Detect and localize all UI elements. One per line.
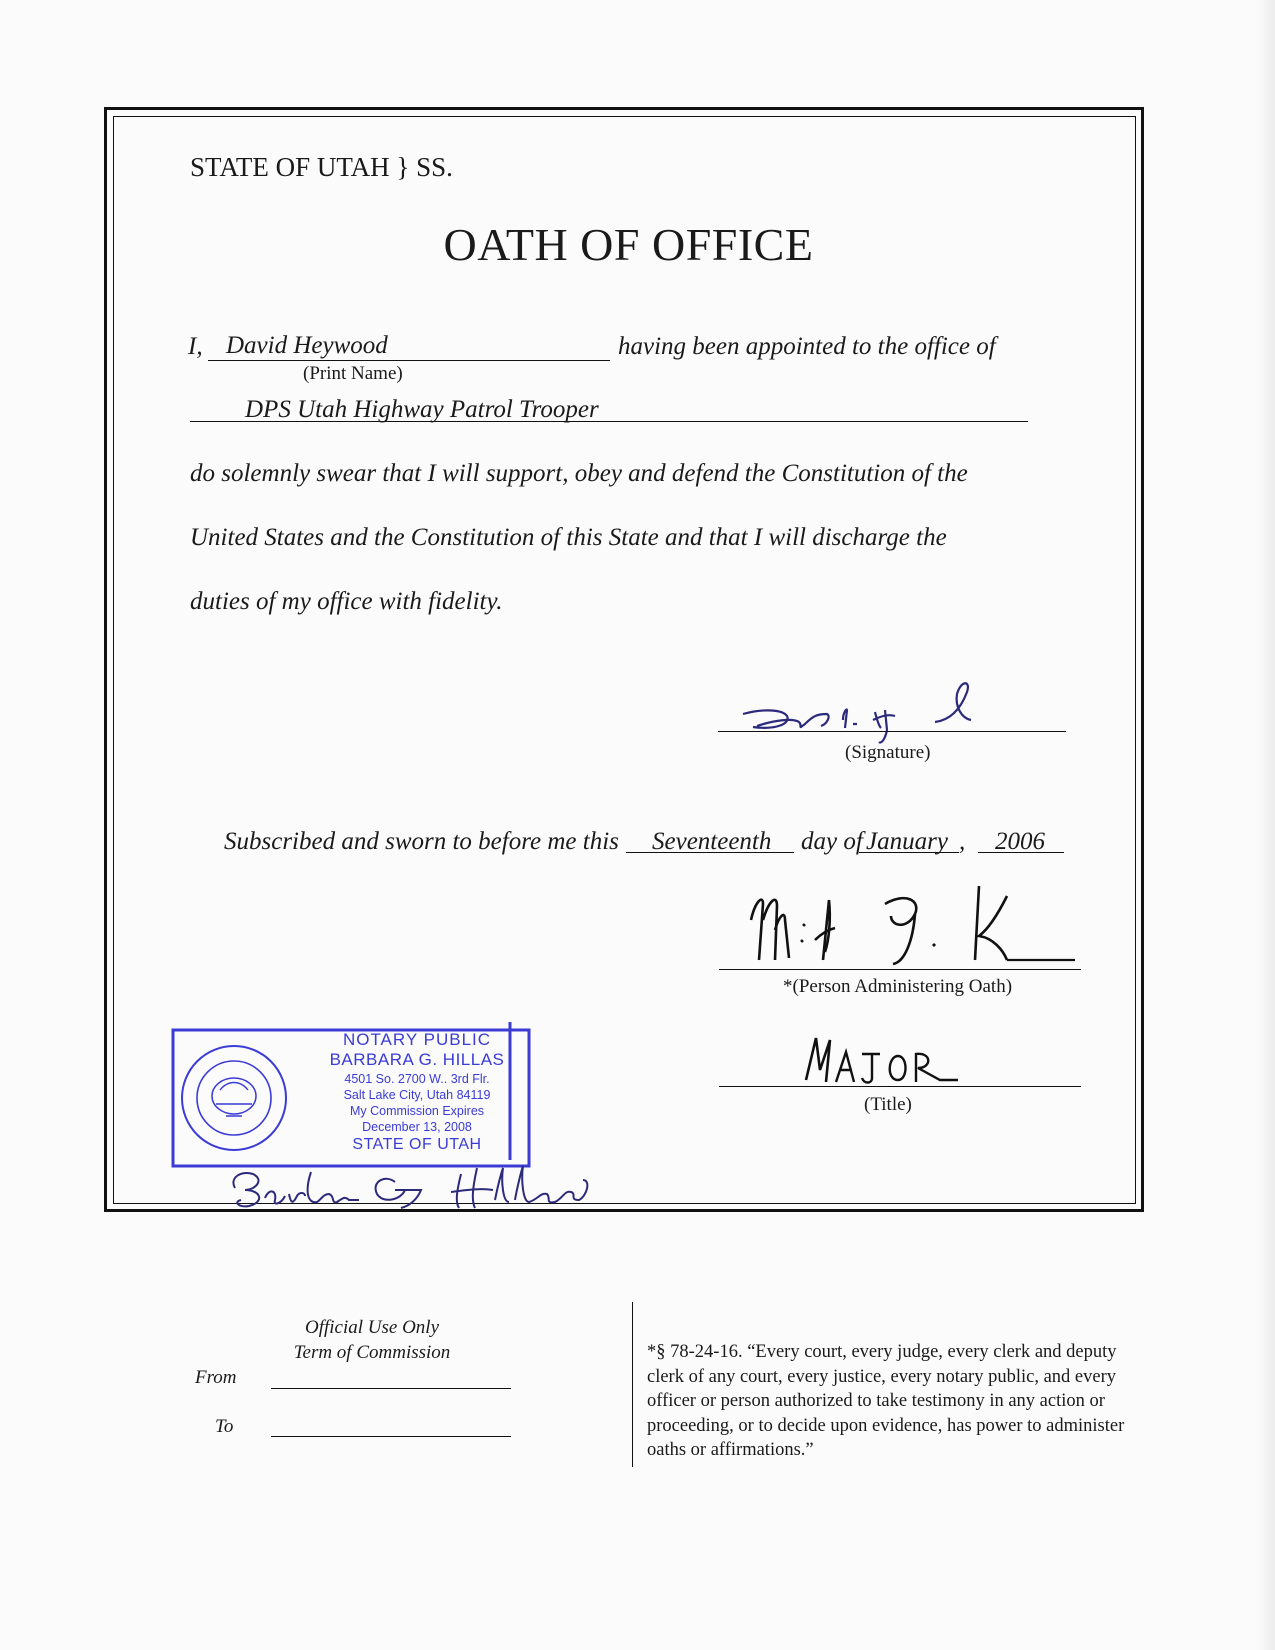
title-handwritten xyxy=(800,1030,970,1090)
stamp-line-7: STATE OF UTAH xyxy=(352,1136,482,1153)
year-field-value: 2006 xyxy=(995,828,1045,855)
document-title: OATH OF OFFICE xyxy=(443,219,814,270)
administering-line xyxy=(719,969,1081,970)
administering-label: *(Person Administering Oath) xyxy=(783,976,1013,997)
subscribed-text: Subscribed and sworn to before me this xyxy=(224,828,619,855)
title-line xyxy=(719,1086,1081,1087)
administering-signature xyxy=(745,880,1085,970)
official-use-heading: Official Use Only xyxy=(304,1317,440,1338)
stamp-line-2: BARBARA G. HILLAS xyxy=(329,1050,505,1069)
office-field-value: DPS Utah Highway Patrol Trooper xyxy=(245,396,599,423)
signature-line xyxy=(718,731,1066,732)
comma-text: , xyxy=(959,828,966,855)
title-label: (Title) xyxy=(864,1094,912,1115)
notary-signature xyxy=(225,1160,635,1220)
day-field-value: Seventeenth xyxy=(652,828,772,855)
print-name-label: (Print Name) xyxy=(303,363,403,384)
notary-stamp xyxy=(170,1020,530,1166)
oath-body-line-2: United States and the Constitution of this State and that I will discharge the xyxy=(190,524,947,551)
statute-citation: *§ 78-24-16. “Every court, every judge, every clerk and deputy clerk of any court, every justice, every notary public, and every officer or person authorized to take testimony in any action or proceeding, or to decide upon evidence, has power to administer oaths or affirmations.” xyxy=(647,1342,1125,1460)
from-field-line xyxy=(271,1388,511,1389)
stamp-line-6: December 13, 2008 xyxy=(362,1120,472,1134)
stamp-line-3: 4501 So. 2700 W.. 3rd Flr. xyxy=(344,1072,490,1086)
column-divider xyxy=(632,1302,633,1467)
month-field-value: January xyxy=(866,828,948,855)
name-field-value: David Heywood xyxy=(226,332,388,359)
from-label: From xyxy=(195,1367,237,1388)
to-field-line xyxy=(271,1436,511,1437)
term-of-commission-heading: Term of Commission xyxy=(293,1342,451,1363)
stamp-line-5: My Commission Expires xyxy=(349,1104,485,1118)
page-edge-shadow xyxy=(1257,0,1275,1650)
stamp-line-4: Salt Lake City, Utah 84119 xyxy=(343,1088,491,1102)
oath-taker-signature xyxy=(735,680,1015,750)
to-label: To xyxy=(215,1416,234,1437)
appointed-text: having been appointed to the office of xyxy=(618,333,996,360)
oath-body-line-3: duties of my office with fidelity. xyxy=(190,588,503,615)
stamp-line-1: NOTARY PUBLIC xyxy=(342,1030,492,1049)
state-venue-line: STATE OF UTAH } SS. xyxy=(190,152,453,182)
oath-prefix: I, xyxy=(188,333,203,360)
signature-label: (Signature) xyxy=(845,742,931,763)
name-field-line xyxy=(208,360,610,361)
day-of-text: day of xyxy=(801,828,863,855)
oath-body-line-1: do solemnly swear that I will support, obey and defend the Constitution of the xyxy=(190,460,968,487)
